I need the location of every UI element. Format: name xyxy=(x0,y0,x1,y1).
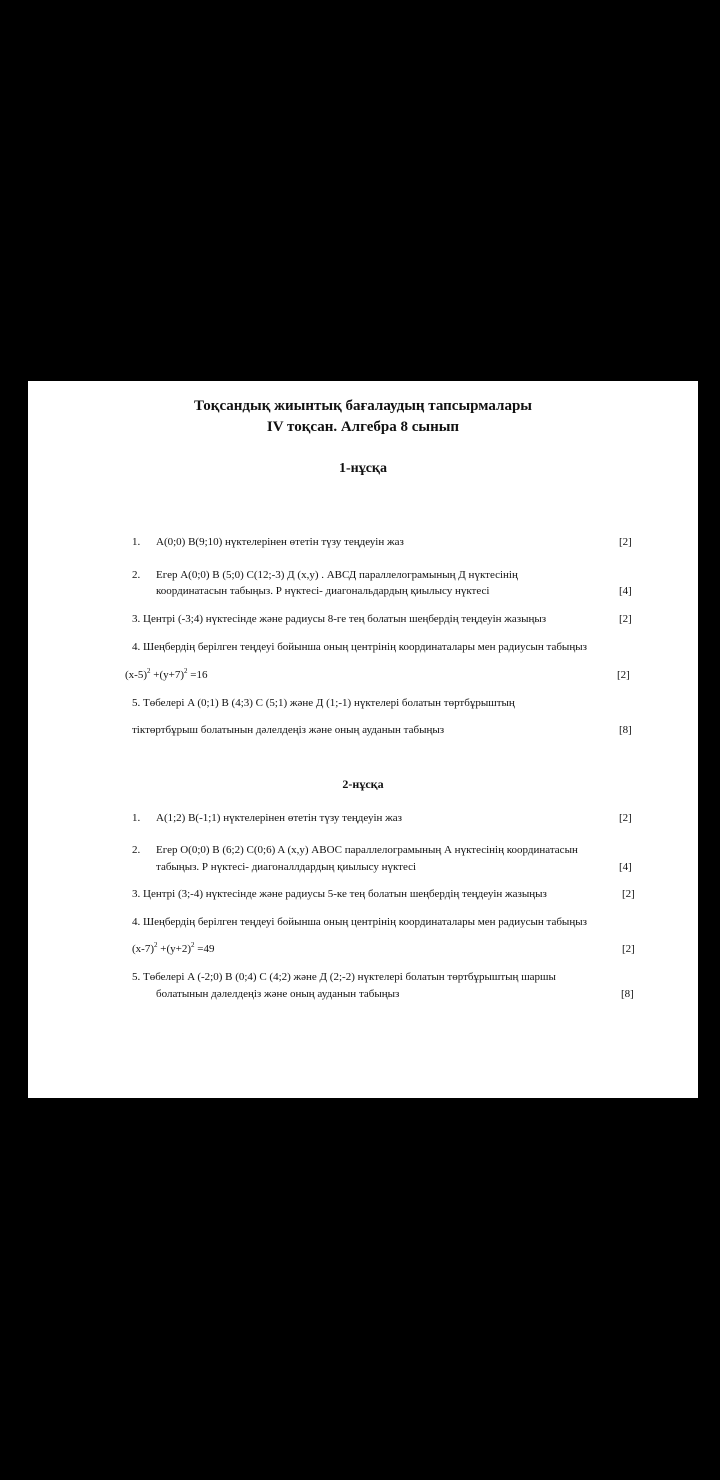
v2-q1-text: A(1;2) B(-1;1) нүктелерінен өтетін түзу теңдеуін жаз xyxy=(156,812,402,824)
v2-q2-text-line2: табыңыз. Р нүктесі- диагоналлдардың қиылысу нүктесі xyxy=(156,861,417,873)
v1-q1-text: A(0;0) B(9;10) нүктелерінен өтетін түзу теңдеуін жаз xyxy=(156,536,404,548)
v2-q5-text-line1: 5. Төбелері A (-2;0) B (0;4) C (4;2) және Д (2;-2) нүктелері болатын төртбұрыштың шаршы xyxy=(132,971,556,983)
v1-q4-text: 4. Шеңбердің берілген теңдеуі бойынша оның центрінің координаталары мен радиусын табыңыз xyxy=(132,641,587,653)
v1-q4-score: [2] xyxy=(617,669,630,681)
title-line-2: IV тоқсан. Алгебра 8 сынып xyxy=(266,419,460,435)
v1-q2-text-line2: координатасын табыңыз. Р нүктесі- диагональдардың қиылысу нүктесі xyxy=(156,585,490,597)
variant-2-heading: 2-нұсқа xyxy=(342,777,384,791)
v1-q2-text-line1: Егер A(0;0) B (5;0) C(12;-3) Д (x,y) . АВСД параллелограмының Д нүктесінің xyxy=(156,569,518,581)
v2-q4-text: 4. Шеңбердің берілген теңдеуі бойынша оның центрінің координаталары мен радиусын табыңыз xyxy=(132,916,587,928)
v2-q1-number: 1. xyxy=(132,812,141,824)
v1-q3-text: 3. Центрі (-3;4) нүктесінде және радиусы 8-ге тең болатын шеңбердің теңдеуін жазыңыз xyxy=(132,613,547,625)
v1-q5-text-line1: 5. Төбелері A (0;1) B (4;3) C (5;1) және Д (1;-1) нүктелері болатын төртбұрыштың xyxy=(132,697,515,709)
v2-q5-text-line2: болатынын дәлелдеңіз және оның ауданын табыңыз xyxy=(156,988,400,1000)
title-line-1: Тоқсандық жиынтық бағалаудың тапсырмалары xyxy=(193,398,533,414)
v2-q2-score: [4] xyxy=(619,861,632,873)
v1-q1-score: [2] xyxy=(619,536,632,548)
v2-q5-score: [8] xyxy=(621,988,634,1000)
v1-q4-equation: $(x-5)^2 +(y+7)^2 =16$ xyxy=(125,667,208,681)
v2-q3-text: 3. Центрі (3;-4) нүктесінде және радиусы 5-ке тең болатын шеңбердің теңдеуін жазыңыз xyxy=(132,888,547,900)
v2-q2-number: 2. xyxy=(132,844,141,856)
v2-q4-score: [2] xyxy=(622,943,635,955)
v2-q3-score: [2] xyxy=(622,888,635,900)
v1-q3-score: [2] xyxy=(619,613,632,625)
document-page xyxy=(28,381,698,1098)
v1-q1-number: 1. xyxy=(132,536,141,548)
v1-q5-score: [8] xyxy=(619,724,632,736)
variant-1-heading: 1-нұсқа xyxy=(338,461,387,476)
v1-q2-score: [4] xyxy=(619,585,632,597)
v2-q2-text-line1: Егер O(0;0) B (6;2) C(0;6) A (x,y) АВОС параллелограмының А нүктесінің координатасын xyxy=(156,844,578,856)
v2-q1-score: [2] xyxy=(619,812,632,824)
v2-q4-equation: $(x-7)^2 +(y+2)^2 =49$ xyxy=(132,941,215,955)
v1-q5-text-line2: тіктөртбұрыш болатынын дәлелдеңіз және оның ауданын табыңыз xyxy=(132,724,445,736)
v1-q2-number: 2. xyxy=(132,569,141,581)
